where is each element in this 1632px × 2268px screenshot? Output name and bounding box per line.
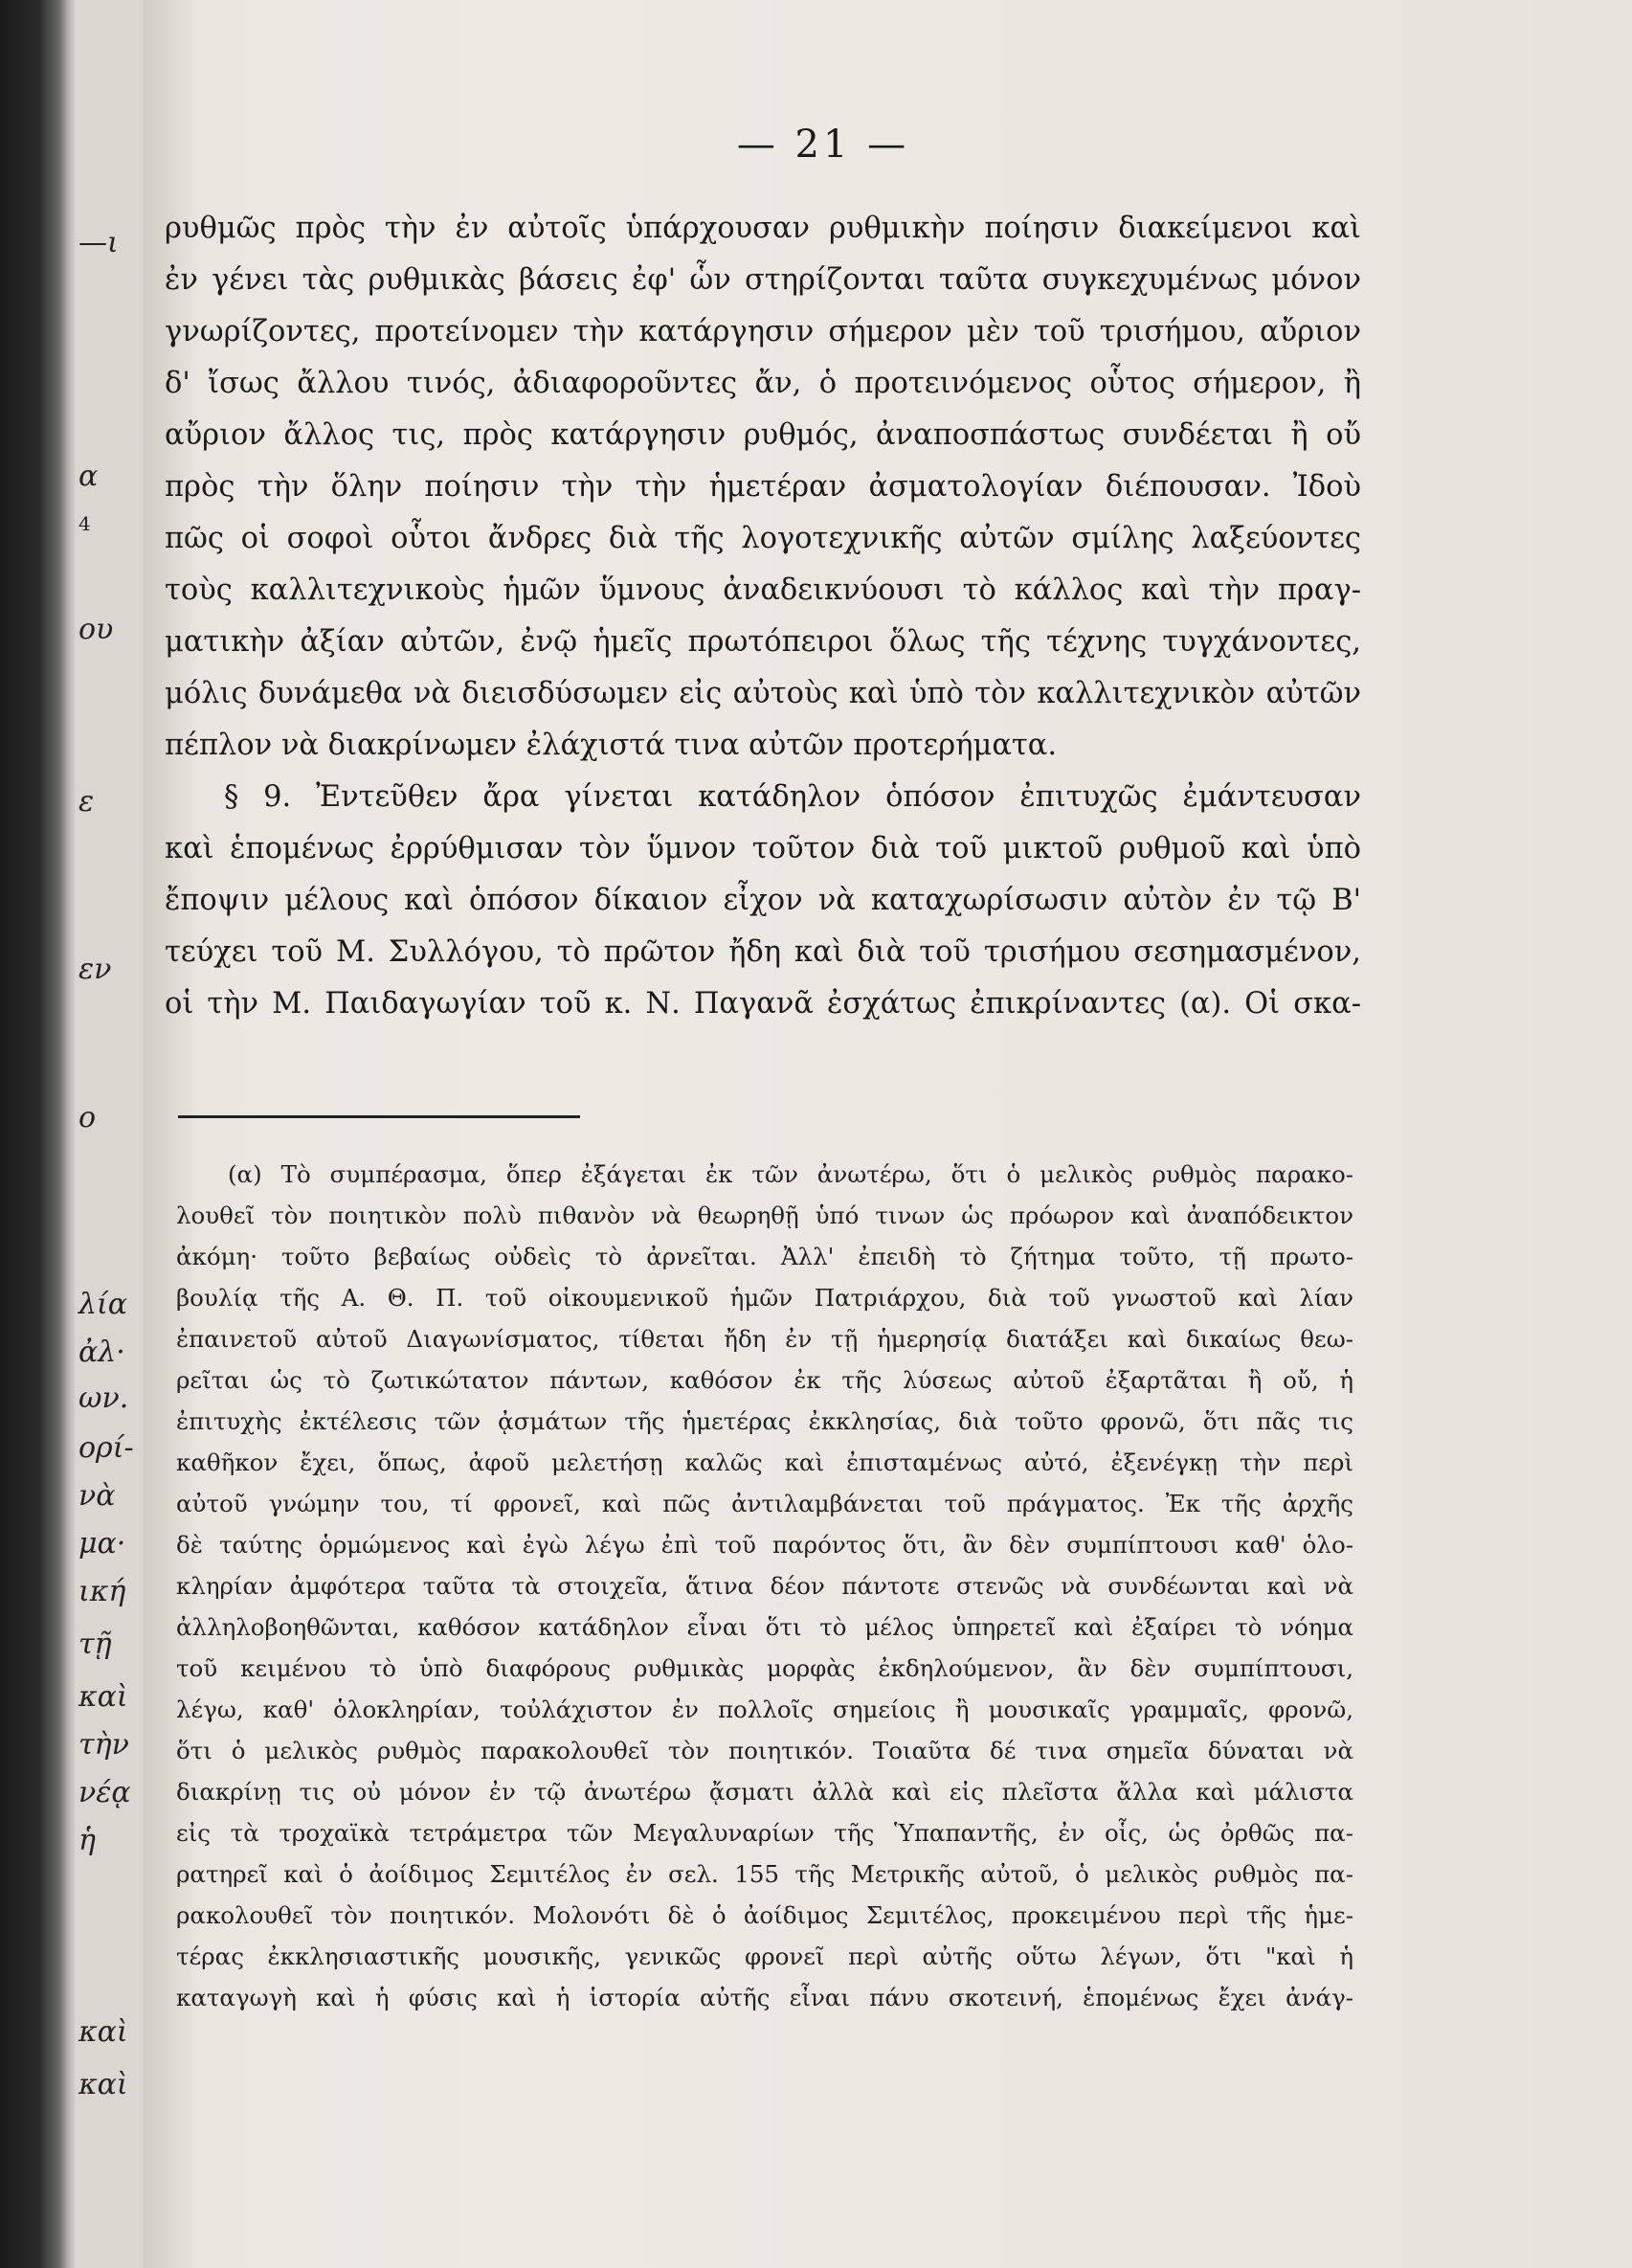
footnote-line: ἀκόμη· τοῦτο βεβαίως οὐδεὶς τὸ ἀρνεῖται. Ἀλλ' ἐπειδὴ τὸ ζήτημα τοῦτο, τῇ πρωτο- <box>176 1243 1353 1270</box>
footnote-line: βουλίᾳ τῆς Α. Θ. Π. τοῦ οἰκουμενικοῦ ἡμῶν Πατριάρχου, διὰ τοῦ γνωστοῦ καὶ λίαν <box>176 1284 1353 1312</box>
facing-page-fragment: εν <box>78 953 112 986</box>
facing-page-fragment: α <box>78 460 99 493</box>
footnote-line: ρακολουθεῖ τὸν ποιητικόν. Μολονότι δὲ ὁ ἀοίδιμος Σεμιτέλος, προκειμένου περὶ τῆς ἡμε- <box>176 1901 1353 1929</box>
footnote-line: λουθεῖ τὸν ποιητικὸν πολὺ πιθανὸν νὰ θεωρηθῇ ὑπό τινων ὡς πρόωρον καὶ ἀναπόδεικτον <box>176 1201 1353 1229</box>
footnote-line: εἰς τὰ τροχαϊκὰ τετράμετρα τῶν Μεγαλυναρίων τῆς Ὑπαπαντῆς, ἐν οἷς, ὡς ὀρθῶς πα- <box>176 1819 1353 1847</box>
footnote-line: κληρίαν ἀμφότερα ταῦτα τὰ στοιχεῖα, ἅτινα δέον πάντοτε στενῶς νὰ συνδέωνται καὶ νὰ <box>176 1572 1353 1600</box>
body-line: ματικὴν ἀξίαν αὐτῶν, ἐνῷ ἡμεῖς πρωτόπειροι ὅλως τῆς τέχνης τυγχάνοντες, <box>165 625 1361 659</box>
footnote-line: διακρίνῃ τις οὐ μόνον ἐν τῷ ἀνωτέρω ᾄσματι ἀλλὰ καὶ εἰς πλεῖστα ἄλλα καὶ μάλιστα <box>176 1778 1353 1806</box>
facing-page-fragment: καὶ <box>78 2015 128 2049</box>
footnote-line: ἐπιτυχὴς ἐκτέλεσις τῶν ᾀσμάτων τῆς ἡμετέρας ἐκκλησίας, διὰ τοῦτο φρονῶ, ὅτι πᾶς τις <box>176 1407 1353 1435</box>
facing-page-fragment: τῇ <box>78 1628 112 1661</box>
facing-page-fragment: νέᾳ <box>78 1776 131 1809</box>
footnote-line: τοῦ κειμένου τὸ ὑπὸ διαφόρους ρυθμικὰς μορφὰς ἐκδηλούμενον, ἂν δὲν συμπίπτουσι, <box>176 1654 1353 1682</box>
body-line: καὶ ἑπομένως ἐρρύθμισαν τὸν ὕμνον τοῦτον διὰ τοῦ μικτοῦ ρυθμοῦ καὶ ὑπὸ <box>165 832 1361 865</box>
footnote-line: ἀλληλοβοηθῶνται, καθόσον κατάδηλον εἶναι ὅτι τὸ μέλος ὑπηρετεῖ καὶ ἐξαίρει τὸ νόημα <box>176 1613 1353 1641</box>
footnote-line: λέγω, καθ' ὁλοκληρίαν, τοὐλάχιστον ἐν πολλοῖς σημείοις ἢ μουσικαῖς γραμμαῖς, φρονῶ, <box>176 1695 1353 1723</box>
body-line: πῶς οἱ σοφοὶ οὗτοι ἄνδρες διὰ τῆς λογοτεχνικῆς αὐτῶν σμίλης λαξεύοντες <box>165 522 1361 555</box>
footnote-line: ὅτι ὁ μελικὸς ρυθμὸς παρακολουθεῖ τὸν ποιητικόν. Τοιαῦτα δέ τινα σημεῖα δύναται νὰ <box>176 1737 1353 1764</box>
body-line: πέπλον νὰ διακρίνωμεν ἐλάχιστά τινα αὐτῶν προτερήματα. <box>165 729 1058 762</box>
page-number: — 21 — <box>736 123 910 167</box>
facing-page-fragment: ου <box>78 613 114 646</box>
footnote-line: ρεῖται ὡς τὸ ζωτικώτατον πάντων, καθόσον ἐκ τῆς λύσεως αὐτοῦ ἐξαρτᾶται ἢ οὔ, ἡ <box>176 1366 1353 1394</box>
facing-page-fragment: ο <box>78 1101 97 1134</box>
book-page <box>144 0 1632 2268</box>
facing-page-fragment: νὰ <box>78 1479 116 1513</box>
body-line: τεύχει τοῦ Μ. Συλλόγου, τὸ πρῶτον ἤδη καὶ διὰ τοῦ τρισήμου σεσημασμένον, <box>165 935 1361 969</box>
body-line: πρὸς τὴν ὅλην ποίησιν τὴν τὴν ἡμετέραν ἀσματολογίαν διέπουσαν. Ἰδοὺ <box>165 470 1361 504</box>
footnote-line: δὲ ταύτης ὁρμώμενος καὶ ἐγὼ λέγω ἐπὶ τοῦ παρόντος ὅτι, ἂν δὲν συμπίπτουσι καθ' ὁλο- <box>176 1531 1353 1559</box>
body-line: οἱ τὴν Μ. Παιδαγωγίαν τοῦ κ. Ν. Παγανᾶ ἐσχάτως ἐπικρίναντες (α). Οἱ σκα- <box>165 987 1361 1021</box>
facing-page-fragment: καὶ <box>78 1680 128 1714</box>
body-line: μόλις δυνάμεθα νὰ διεισδύσωμεν εἰς αὐτοὺς καὶ ὑπὸ τὸν καλλιτεχνικὸν αὐτῶν <box>165 677 1361 710</box>
footnote-line: καθῆκον ἔχει, ὅπως, ἀφοῦ μελετήσῃ καλῶς καὶ ἐπισταμένως αὐτό, ἐξενέγκῃ τὴν περὶ <box>176 1448 1353 1476</box>
footnote-separator <box>178 1115 580 1118</box>
footnote-line: (α) Τὸ συμπέρασμα, ὅπερ ἐξάγεται ἐκ τῶν ἀνωτέρω, ὅτι ὁ μελικὸς ρυθμὸς παρακο- <box>228 1160 1353 1188</box>
facing-page-fragment: ική <box>78 1575 126 1608</box>
facing-page-fragment: τὴν <box>78 1728 129 1762</box>
body-text <box>165 203 1361 1030</box>
body-line: ἔποψιν μέλους καὶ ὁπόσον δίκαιον εἶχον νὰ καταχωρίσωσιν αὐτὸν ἐν τῷ Β' <box>165 884 1361 917</box>
footnote-line: ρατηρεῖ καὶ ὁ ἀοίδιμος Σεμιτέλος ἐν σελ. 155 τῆς Μετρικῆς αὐτοῦ, ὁ μελικὸς ρυθμὸς πα- <box>176 1860 1353 1888</box>
facing-page-fragment: ε <box>78 785 95 819</box>
section-heading-line: § 9. Ἐντεῦθεν ἄρα γίνεται κατάδηλον ὁπόσον ἐπιτυχῶς ἐμάντευσαν <box>224 780 1361 814</box>
footnote-line: αὐτοῦ γνώμην του, τί φρονεῖ, καὶ πῶς ἀντιλαμβάνεται τοῦ πράγματος. Ἐκ τῆς ἀρχῆς <box>176 1490 1353 1517</box>
body-line: δ' ἴσως ἄλλου τινός, ἀδιαφοροῦντες ἄν, ὁ προτεινόμενος οὗτος σήμερον, ἢ <box>165 367 1361 400</box>
body-line: ρυθμῶς πρὸς τὴν ἐν αὐτοῖς ὑπάρχουσαν ρυθμικὴν ποίησιν διακείμενοι καὶ <box>165 212 1361 245</box>
facing-page-fragment: ων. <box>78 1381 129 1415</box>
facing-page-fragment: ἡ <box>78 1824 96 1857</box>
footnote-line: καταγωγὴ καὶ ἡ φύσις καὶ ἡ ἱστορία αὐτῆς εἶναι πάνυ σκοτεινή, ἑπομένως ἔχει ἀνάγ- <box>176 1984 1353 2011</box>
body-line: ἐν γένει τὰς ρυθμικὰς βάσεις ἐφ' ὧν στηρίζονται ταῦτα συγκεχυμένως μόνον <box>165 263 1361 297</box>
body-line: γνωρίζοντες, προτείνομεν τὴν κατάργησιν σήμερον μὲν τοῦ τρισήμου, αὔριον <box>165 315 1361 348</box>
facing-page-fragment: λία <box>78 1288 128 1321</box>
footnote-line: ἐπαινετοῦ αὐτοῦ Διαγωνίσματος, τίθεται ἤδη ἐν τῇ ἡμερησίᾳ διατάξει καὶ δικαίως θεω- <box>176 1325 1353 1353</box>
facing-page-fragment: καὶ <box>78 2068 128 2101</box>
facing-page-fragment: 4 <box>78 512 91 535</box>
facing-page-fragment: ορί- <box>78 1431 134 1465</box>
footnote <box>176 1154 1353 2018</box>
facing-page-fragment: μα· <box>78 1527 126 1561</box>
body-line: αὔριον ἄλλος τις, πρὸς κατάργησιν ρυθμός, ἀναποσπάστως συνδέεται ἢ οὔ <box>165 418 1361 452</box>
facing-page-margin <box>0 0 144 2268</box>
footnote-line: τέρας ἐκκλησιαστικῆς μουσικῆς, γενικῶς φρονεῖ περὶ αὐτῆς οὕτω λέγων, ὅτι "καὶ ἡ <box>176 1942 1353 1970</box>
facing-page-fragment: —ι <box>78 226 119 259</box>
facing-page-fragment: ἀλ· <box>78 1336 125 1369</box>
body-line: τοὺς καλλιτεχνικοὺς ἡμῶν ὕμνους ἀναδεικνύουσι τὸ κάλλος καὶ τὴν πραγ- <box>165 573 1361 607</box>
